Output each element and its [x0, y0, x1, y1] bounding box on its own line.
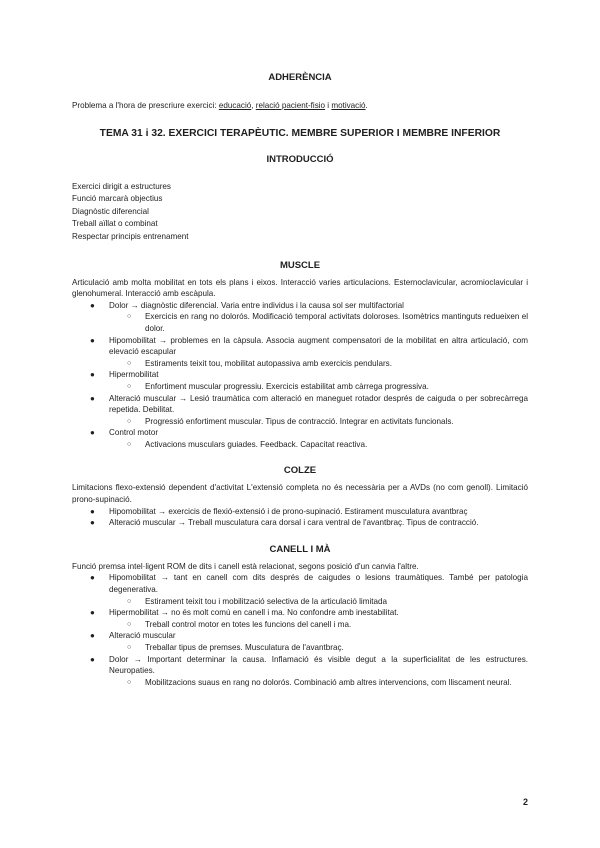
colze-intro: Limitacions flexo-extensió dependent d'activitat L'extensió completa no és necessària per a AVDs (no com genoll). Limitació prono-supinació. — [72, 483, 528, 505]
sub-bullet-icon: ○ — [127, 678, 132, 686]
bullet-icon: ● — [90, 631, 95, 641]
section-title-canell-i-ma: CANELL I MÀ — [269, 543, 331, 555]
list-item: ○ Mobilitzacions suaus en rang no dolorós. Combinació amb altres intervencions, com lliscament neural. — [127, 677, 512, 687]
bullet-icon: ● — [90, 428, 95, 438]
section-title-colze: COLZE — [283, 465, 317, 477]
sub-bullet-icon: ○ — [127, 440, 132, 448]
list-item: ● Hipomobilitat → tant en canell com dits després de caigudes o lesions traumàtiques. També per patologia degenerativa. — [90, 573, 528, 595]
list-item: ● Hipomobilitat → exercicis de flexió-extensió i de prono-supinació. Estirament musculatura avantbraç — [90, 506, 468, 516]
bullet-icon: ● — [90, 300, 95, 310]
link-motivacio[interactable]: motivació — [331, 101, 366, 110]
list-item: ● Hipermobilitat → no és molt comú en canell i ma. No confondre amb inestabilitat. — [90, 608, 399, 618]
list-item: Exercici dirigit a estructures — [72, 181, 171, 191]
list-item: ● Dolor → diagnòstic diferencial. Varia entre individus i la causa sol ser multifactorial — [90, 300, 404, 310]
section-title-muscle: MUSCLE — [279, 259, 321, 271]
adherencia-text: Problema a l'hora de prescriure exercici: educació, relació pacient-fisio i motivació. — [72, 101, 368, 110]
bullet-icon: ● — [90, 506, 95, 516]
section-title-adherencia: ADHERÈNCIA — [268, 72, 332, 83]
section-title-introduccio: INTRODUCCIÓ — [266, 153, 334, 165]
list-item: ● Alteració muscular → Lesió traumàtica com alteració en maneguet rotador després de caiguda o per sobrecàrrega repetida. Debilitat. — [90, 393, 528, 415]
muscle-intro: Articulació amb molta mobilitat en tots els plans i eixos. Interacció varies articulacions. Esternoclavicular, acromioclavicular i glenohumeral. Interacció amb escàpula. — [72, 277, 528, 299]
introduccio-list — [72, 181, 528, 244]
sub-bullet-icon: ○ — [127, 359, 132, 367]
link-educacio[interactable]: educació — [218, 101, 252, 110]
list-item: Treball aïllat o combinat — [72, 219, 158, 229]
sub-bullet-icon: ○ — [127, 597, 132, 605]
bullet-icon: ● — [90, 654, 95, 664]
list-item: Diagnòstic diferencial — [72, 206, 149, 216]
list-item: ○ Activacions musculars guiades. Feedback. Capacitat reactiva. — [127, 439, 368, 449]
list-item: ● Dolor → Important determinar la causa. Inflamació és visible degut a la superficialitat de les estructures. Neuropaties. — [90, 654, 528, 676]
list-item: ● Alteració muscular → Treball musculatura cara dorsal i cara ventral de l'avantbraç. Tipus de contracció. — [90, 518, 479, 528]
list-item: ● Hipomobilitat → problemes en la càpsula. Associa augment compensatori de la mobilitat en altra articulació, com elevació escapular — [90, 335, 528, 357]
sub-bullet-icon: ○ — [127, 313, 132, 321]
list-item: ○ Estirament teixit tou i mobilització selectiva de la articulació limitada — [127, 596, 388, 606]
list-item: ○ Exercicis en rang no dolorós. Modificació temporal activitats doloroses. Isomètrics mantinguts redueixen el dolor. — [127, 312, 528, 333]
sub-bullet-icon: ○ — [127, 417, 132, 425]
page-number: 2 — [522, 797, 528, 807]
list-item: ○ Treballar tipus de premses. Musculatura de l'avantbraç. — [127, 643, 344, 652]
list-item: Respectar principis entrenament — [72, 231, 189, 241]
list-item: ○ Estiraments teixit tou, mobilitat autopassiva amb exercicis pendulars. — [127, 358, 392, 368]
list-item: ● Alteració muscular — [90, 631, 176, 641]
bullet-icon: ● — [90, 608, 95, 618]
bullet-icon: ● — [90, 335, 95, 345]
sub-bullet-icon: ○ — [127, 382, 132, 390]
canell-intro: Funció premsa intel·ligent ROM de dits i canell està relacionat, segons posició d'un canvia l'altre. — [72, 561, 419, 571]
bullet-icon: ● — [90, 518, 95, 528]
list-item: ○ Treball control motor en totes les funcions del canell i ma. — [127, 619, 352, 629]
tema-title: TEMA 31 i 32. EXERCICI TERAPÈUTIC. MEMBRE SUPERIOR I MEMBRE INFERIOR — [99, 127, 501, 139]
bullet-icon: ● — [90, 573, 95, 583]
sub-bullet-icon: ○ — [127, 620, 132, 628]
list-item: Funció marcarà objectius — [72, 194, 163, 204]
link-relacio-pacient-fisio[interactable]: relació pacient-fisio — [255, 101, 326, 110]
list-item: ○ Progressió enfortiment muscular. Tipus de contracció. Integrar en activitats funcionals. — [127, 416, 454, 426]
list-item: ○ Enfortiment muscular progressiu. Exercicis estabilitat amb càrrega progressiva. — [127, 381, 429, 391]
bullet-icon: ● — [90, 393, 95, 403]
bullet-icon: ● — [90, 370, 95, 380]
list-item: ● Hipermobilitat — [90, 370, 159, 380]
sub-bullet-icon: ○ — [127, 644, 132, 651]
list-item: ● Control motor — [90, 428, 159, 438]
